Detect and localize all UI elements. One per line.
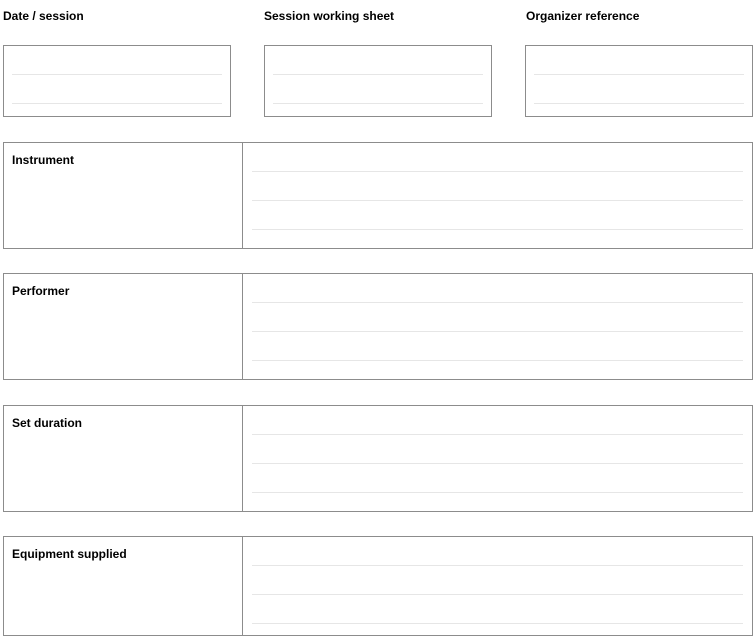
writing-line bbox=[252, 302, 743, 303]
writing-line bbox=[12, 74, 222, 75]
performer-row bbox=[3, 273, 753, 380]
equipment-supplied-label-cell bbox=[4, 537, 243, 635]
instrument-row bbox=[3, 142, 753, 249]
performer-label: Performer bbox=[12, 284, 70, 298]
writing-line bbox=[12, 103, 222, 104]
writing-line bbox=[252, 331, 743, 332]
writing-line bbox=[252, 171, 743, 172]
equipment-supplied-row bbox=[3, 536, 753, 636]
performer-label-cell bbox=[4, 274, 243, 379]
writing-line bbox=[252, 200, 743, 201]
session-sheet-title: Session working sheet bbox=[264, 9, 395, 23]
set-duration-field[interactable] bbox=[243, 406, 752, 511]
writing-line bbox=[252, 360, 743, 361]
writing-line bbox=[252, 434, 743, 435]
date-session-field[interactable] bbox=[3, 45, 231, 117]
writing-line bbox=[252, 623, 743, 624]
set-duration-label-cell bbox=[4, 406, 243, 511]
set-duration-row bbox=[3, 405, 753, 512]
organizer-reference-label: Organizer reference bbox=[526, 9, 640, 23]
date-session-label: Date / session bbox=[3, 9, 84, 23]
writing-line bbox=[252, 463, 743, 464]
instrument-label-cell bbox=[4, 143, 243, 248]
writing-line bbox=[273, 103, 483, 104]
writing-line bbox=[273, 74, 483, 75]
set-duration-label: Set duration bbox=[12, 416, 83, 430]
performer-field[interactable] bbox=[243, 274, 752, 379]
instrument-label: Instrument bbox=[12, 153, 75, 167]
organizer-reference-field[interactable] bbox=[525, 45, 753, 117]
writing-line bbox=[252, 565, 743, 566]
writing-line bbox=[534, 74, 744, 75]
writing-line bbox=[534, 103, 744, 104]
writing-line bbox=[252, 492, 743, 493]
session-sheet-field[interactable] bbox=[264, 45, 492, 117]
equipment-supplied-label: Equipment supplied bbox=[12, 547, 127, 561]
equipment-supplied-field[interactable] bbox=[243, 537, 752, 635]
instrument-field[interactable] bbox=[243, 143, 752, 248]
writing-line bbox=[252, 594, 743, 595]
writing-line bbox=[252, 229, 743, 230]
